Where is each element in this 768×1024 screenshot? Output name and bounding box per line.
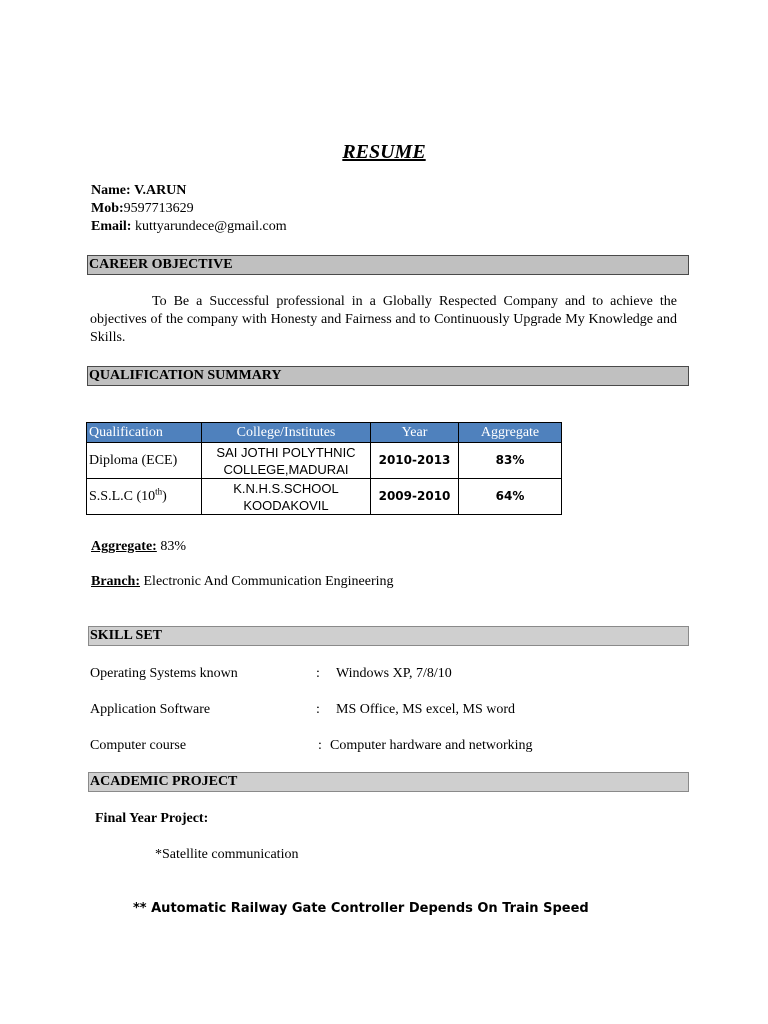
branch-line — [91, 573, 394, 591]
college-line: COLLEGE,MADURAI — [223, 461, 349, 477]
skill-value: MS Office, MS excel, MS word — [336, 702, 516, 717]
skill-set-heading: SKILL SET — [88, 626, 689, 646]
skill-colon: : — [318, 738, 322, 753]
email-line — [91, 218, 287, 236]
cell-qualification — [87, 479, 202, 515]
branch-label: Branch: — [91, 574, 140, 589]
branch-value: Electronic And Communication Engineering — [143, 574, 394, 589]
qualification-superscript: th — [155, 486, 163, 497]
aggregate-value: 83% — [160, 539, 186, 554]
name-line — [91, 182, 186, 200]
college-line: KOODAKOVIL — [243, 497, 329, 513]
skill-colon: : — [316, 666, 320, 681]
career-objective-text: To Be a Successful professional in a Globally Respected Company and to achieve the objectives of the company with Honesty and Fairness and to Continuously Upgrade My Knowledge and Skills. — [90, 294, 677, 345]
name-value: V.ARUN — [134, 183, 187, 198]
email-label: Email: — [91, 219, 132, 234]
mobile-value: 9597713629 — [123, 201, 194, 216]
academic-project-heading: ACADEMIC PROJECT — [88, 772, 689, 792]
skill-colon: : — [316, 702, 320, 717]
table-header-row — [87, 423, 562, 443]
cell-qualification: Diploma (ECE) — [87, 443, 202, 479]
email-value: kuttyarundece@gmail.com — [134, 219, 287, 234]
column-header-college: College/Institutes — [202, 423, 371, 443]
career-objective-heading: CAREER OBJECTIVE — [87, 255, 689, 275]
skill-label: Application Software — [90, 702, 211, 717]
name-label: Name: — [91, 183, 131, 198]
table-row — [87, 443, 562, 479]
skill-label: Operating Systems known — [90, 666, 238, 681]
cell-year: 2009-2010 — [371, 479, 459, 515]
skill-value: Computer hardware and networking — [330, 738, 533, 753]
skill-label: Computer course — [90, 738, 187, 753]
cell-year: 2010-2013 — [371, 443, 459, 479]
cell-college — [202, 479, 371, 515]
college-line: K.N.H.S.SCHOOL — [233, 480, 339, 496]
cell-college — [202, 443, 371, 479]
mobile-line — [91, 200, 194, 218]
column-header-year: Year — [371, 423, 459, 443]
college-line: SAI JOTHI POLYTHNIC — [216, 444, 356, 460]
qualification-suffix: ) — [162, 489, 167, 504]
final-year-project-heading: Final Year Project: — [95, 811, 209, 826]
cell-aggregate: 83% — [459, 443, 562, 479]
skill-value: Windows XP, 7/8/10 — [336, 666, 452, 681]
cell-aggregate: 64% — [459, 479, 562, 515]
column-header-aggregate: Aggregate — [459, 423, 562, 443]
table-row — [87, 479, 562, 515]
qualification-summary-heading: QUALIFICATION SUMMARY — [87, 366, 689, 386]
qualification-text: S.S.L.C (10 — [89, 489, 156, 504]
project-item: ** Automatic Railway Gate Controller Depends On Train Speed — [133, 901, 589, 916]
mobile-label: Mob: — [91, 201, 124, 216]
page-title: RESUME — [342, 141, 426, 163]
aggregate-line — [91, 538, 186, 556]
project-item: *Satellite communication — [155, 847, 299, 862]
qualification-table — [86, 422, 562, 515]
column-header-qualification: Qualification — [87, 423, 202, 443]
aggregate-label: Aggregate: — [91, 539, 157, 554]
